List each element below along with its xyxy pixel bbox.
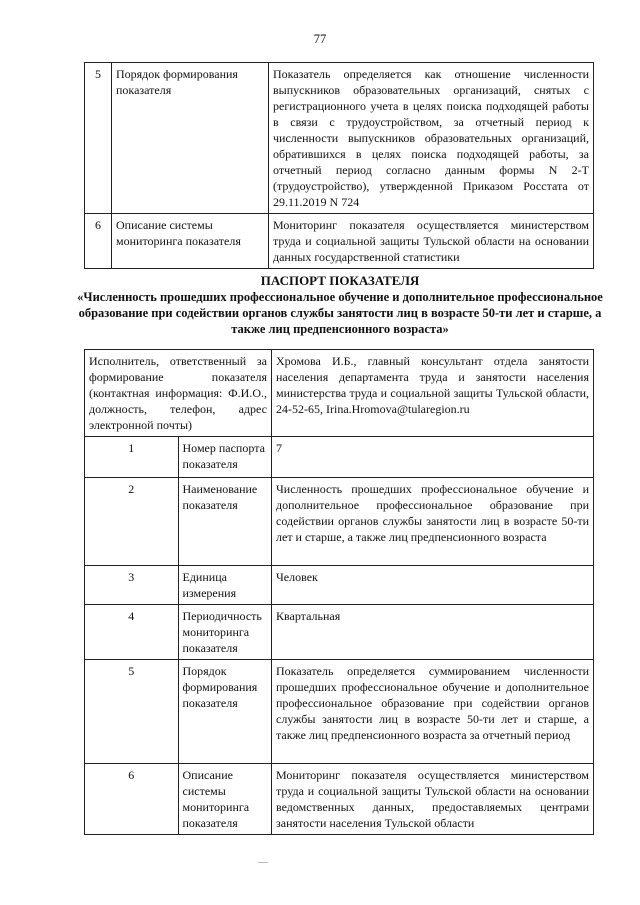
top-table [84,62,594,269]
executor-label: Исполнитель, ответственный за формирование показателя (контактная информация: Ф.И.О., должность, телефон, адрес электронной почты) [85,350,272,437]
row-number: 5 [85,660,179,764]
row-number: 2 [85,478,179,566]
executor-row [85,350,594,437]
row-value: Квартальная [272,605,594,660]
row-label: Наименование показателя [178,478,272,566]
row-value: Мониторинг показателя осуществляется министерством труда и социальной защиты Тульской области на основании данных государственной статистики [269,214,594,269]
row-label: Номер паспорта показателя [178,437,272,478]
passport-heading [60,273,620,337]
passport-title: ПАСПОРТ ПОКАЗАТЕЛЯ [260,273,420,288]
row-number: 1 [85,437,179,478]
executor-value: Хромова И.Б., главный консультант отдела занятости населения департамента труда и занятости населения министерства труда и социальной защиты Тульской области, 24-52-65, Irina.Hromova@tularegion.ru [272,350,594,437]
page-number: 77 [313,32,327,46]
row-label: Описание системы мониторинга показателя [178,764,272,835]
row-value: Численность прошедших профессиональное обучение и дополнительное профессиональное образование при содействии органов службы занятости лиц в возрасте 50-ти лет и старше, а также лиц предпенсионного возраста [272,478,594,566]
row-number: 3 [85,566,179,605]
row-number: 4 [85,605,179,660]
table-row [85,764,594,835]
passport-subtitle: «Численность прошедших профессиональное обучение и дополнительное профессиональное образование при содействии органов службы занятости лиц в возрасте 50-ти лет и старше, а также лиц предпенсионного возраста» [77,290,603,336]
table-row [85,437,594,478]
row-value: Показатель определяется суммированием численности прошедших профессиональное обучение и дополнительное профессиональное образование при содействии органов службы занятости лиц в возрасте 50-ти лет и старше, а также лиц предпенсионного возраста за отчетный период [272,660,594,764]
row-value: Человек [272,566,594,605]
table-row [85,63,594,214]
table-row [85,214,594,269]
row-value: Показатель определяется как отношение численности выпускников образовательных организаций, снятых с регистрационного учета в целях поиска подходящей работы в связи с трудоустройством, за отчетный период к численности выпускников образовательных организаций, обратившихся в целях поиска подходящей работы, за отчетный период согласно данным формы N 2-Т (трудоустройство), утвержденной Приказом Росстата от 29.11.2019 N 724 [269,63,594,214]
row-label: Периодичность мониторинга показателя [178,605,272,660]
row-value: Мониторинг показателя осуществляется министерством труда и социальной защиты Тульской области на основании ведомственных данных, предоставляемых центрами занятости населения Тульской области [272,764,594,835]
row-label: Порядок формирования показателя [178,660,272,764]
table-row [85,478,594,566]
row-label: Порядок формирования показателя [112,63,269,214]
table-row [85,660,594,764]
row-number: 6 [85,214,112,269]
row-number: 5 [85,63,112,214]
table-row [85,605,594,660]
row-label: Описание системы мониторинга показателя [112,214,269,269]
row-label: Единица измерения [178,566,272,605]
scan-mark [258,862,268,863]
row-value: 7 [272,437,594,478]
passport-table [84,349,594,835]
table-row [85,566,594,605]
row-number: 6 [85,764,179,835]
